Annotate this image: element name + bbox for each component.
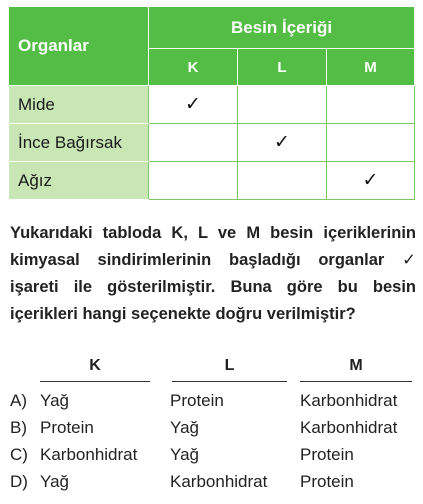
option-header-m-underline xyxy=(300,381,412,382)
option-header-m: M xyxy=(349,357,363,374)
option-l-value: Yağ xyxy=(170,418,199,437)
option-m-value: Protein xyxy=(300,445,354,464)
option-m-value: Karbonhidrat xyxy=(300,418,398,437)
nutrient-content-header: Besin İçeriği xyxy=(149,7,415,49)
check-cell xyxy=(327,124,415,162)
organ-cell: Ağız xyxy=(9,162,149,200)
option-k-value: Karbonhidrat xyxy=(40,445,138,464)
table-row xyxy=(9,124,415,162)
option-b[interactable] xyxy=(10,415,420,442)
option-letter: B) xyxy=(10,418,27,437)
question-text-before: Yukarıdaki tabloda K, L ve M besin içeriklerinin kimyasal sindirimlerinin başladığı organlar xyxy=(10,224,416,269)
check-cell xyxy=(238,162,327,200)
option-d[interactable] xyxy=(10,469,420,496)
option-m-value: Karbonhidrat xyxy=(300,391,398,410)
organ-cell: İnce Bağırsak xyxy=(9,124,149,162)
option-header-k-underline xyxy=(40,381,150,382)
option-k-value: Yağ xyxy=(40,391,69,410)
check-cell xyxy=(149,124,238,162)
check-cell xyxy=(327,86,415,124)
option-letter: C) xyxy=(10,445,28,464)
check-cell xyxy=(238,86,327,124)
check-cell: ✓ xyxy=(238,124,327,162)
question-text-after: işareti ile gösterilmiştir. Buna göre bu besin içerikleri hangi seçenekte doğru verilmiştir? xyxy=(10,278,416,323)
organ-column-header: Organlar xyxy=(9,7,149,86)
table-row xyxy=(9,162,415,200)
option-k-value: Yağ xyxy=(40,472,69,491)
option-header-l: L xyxy=(224,357,235,374)
option-l-value: Protein xyxy=(170,391,224,410)
column-header-k: K xyxy=(149,49,238,86)
organ-cell: Mide xyxy=(9,86,149,124)
organ-nutrient-table xyxy=(8,6,415,200)
option-a[interactable] xyxy=(10,388,420,415)
check-cell: ✓ xyxy=(149,86,238,124)
table-row xyxy=(9,86,415,124)
column-header-m: M xyxy=(327,49,415,86)
check-cell: ✓ xyxy=(327,162,415,200)
option-l-value: Karbonhidrat xyxy=(170,472,268,491)
option-letter: A) xyxy=(10,391,27,410)
option-m-value: Protein xyxy=(300,472,354,491)
option-header-k: K xyxy=(89,357,101,374)
check-mark-icon: ✓ xyxy=(402,251,416,269)
option-c[interactable] xyxy=(10,442,420,469)
option-header-l-underline xyxy=(172,381,287,382)
answer-options xyxy=(10,388,420,496)
option-l-value: Yağ xyxy=(170,445,199,464)
check-cell xyxy=(149,162,238,200)
question-text xyxy=(10,220,416,328)
option-k-value: Protein xyxy=(40,418,94,437)
option-letter: D) xyxy=(10,472,28,491)
column-header-l: L xyxy=(238,49,327,86)
